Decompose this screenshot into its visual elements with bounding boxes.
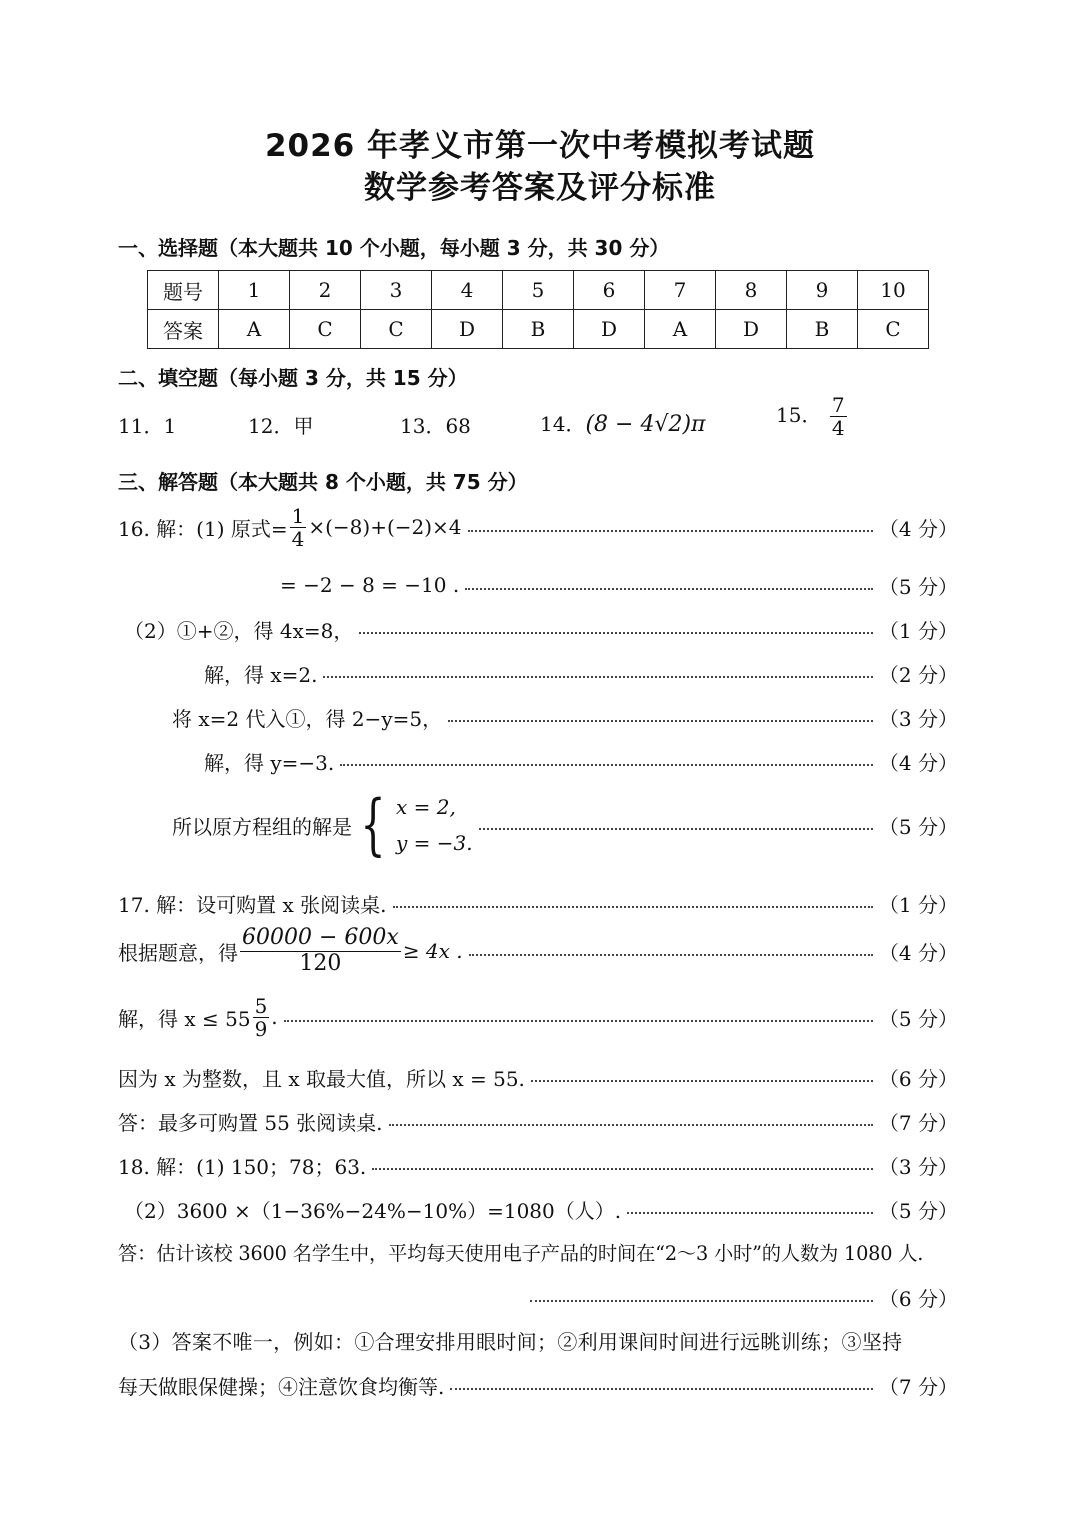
table-header-cell: 答案 bbox=[148, 310, 219, 349]
q17-l3-rest: . bbox=[271, 1005, 278, 1029]
q17-l2-prefix: 根据题意，得 bbox=[118, 940, 238, 965]
dotted-leader bbox=[479, 828, 873, 830]
equation-line: y = −3. bbox=[396, 831, 473, 855]
dotted-leader bbox=[284, 1020, 873, 1022]
dotted-leader bbox=[531, 1080, 873, 1082]
table-cell: B bbox=[503, 310, 574, 349]
table-cell: 6 bbox=[574, 271, 645, 310]
fraction-denominator: 4 bbox=[831, 416, 845, 440]
page-subtitle: 数学参考答案及评分标准 bbox=[364, 170, 716, 206]
fraction-numerator: 7 bbox=[831, 393, 845, 417]
answer-q11: 11．1 bbox=[118, 414, 177, 438]
table-cell: D bbox=[432, 310, 503, 349]
score-label: （7 分） bbox=[878, 1110, 958, 1135]
score-label: （5 分） bbox=[878, 1006, 958, 1031]
q17-line1 bbox=[118, 888, 958, 918]
table-cell: C bbox=[858, 310, 929, 349]
table-cell: 5 bbox=[503, 271, 574, 310]
table-cell: 1 bbox=[219, 271, 290, 310]
section-heading-choice: 一、选择题（本大题共 10 个小题，每小题 3 分，共 30 分） bbox=[118, 236, 670, 260]
table-row-answers bbox=[148, 310, 929, 349]
q17-l1-text: 17. 解：设可购置 x 张阅读桌. bbox=[118, 892, 387, 917]
dotted-leader bbox=[465, 588, 873, 590]
score-label: （4 分） bbox=[878, 940, 958, 965]
dotted-leader bbox=[448, 720, 873, 722]
q14-label: 14． bbox=[540, 412, 586, 436]
q18-line4 bbox=[118, 1282, 958, 1312]
dotted-leader bbox=[627, 1212, 873, 1214]
q16-fraction bbox=[290, 505, 307, 550]
q16-line6 bbox=[118, 746, 958, 776]
fraction-denominator: 9 bbox=[254, 1016, 268, 1041]
fraction-numerator: 1 bbox=[291, 503, 305, 528]
q17-l5-text: 答：最多可购置 55 张阅读桌. bbox=[118, 1110, 383, 1135]
equation-system bbox=[352, 786, 473, 863]
table-cell: C bbox=[361, 310, 432, 349]
table-cell: 3 bbox=[361, 271, 432, 310]
answer-q12: 12．甲 bbox=[248, 414, 314, 438]
q16-l6-text: 解，得 y=−3. bbox=[204, 750, 335, 775]
dotted-leader bbox=[469, 954, 873, 956]
q17-l4-text: 因为 x 为整数，且 x 取最大值，所以 x = 55. bbox=[118, 1066, 525, 1091]
dotted-leader bbox=[530, 1300, 873, 1302]
q14-expression: (8 − 4√2)π bbox=[585, 412, 706, 437]
q17-line4 bbox=[118, 1062, 958, 1092]
score-label: （7 分） bbox=[878, 1374, 958, 1399]
fraction-numerator: 60000 − 600x bbox=[242, 925, 399, 951]
q17-fraction bbox=[240, 926, 401, 975]
section-heading-solution: 三、解答题（本大题共 8 个小题，共 75 分） bbox=[118, 470, 528, 494]
dotted-leader bbox=[450, 1388, 873, 1390]
q16-line4 bbox=[118, 658, 958, 688]
q18-line6 bbox=[118, 1370, 958, 1400]
q18-l6-text: 每天做眼保健操；④注意饮食均衡等. bbox=[118, 1374, 445, 1399]
answer-q15 bbox=[776, 394, 849, 439]
q18-l2-text: （2）3600 ×（1−36%−24%−10%）=1080（人）. bbox=[124, 1198, 622, 1223]
q17-line3 bbox=[118, 988, 958, 1046]
q16-line5 bbox=[118, 702, 958, 732]
score-label: （1 分） bbox=[878, 618, 958, 643]
dotted-leader bbox=[340, 764, 873, 766]
table-cell: A bbox=[219, 310, 290, 349]
score-label: （3 分） bbox=[878, 706, 958, 731]
table-cell: D bbox=[716, 310, 787, 349]
q18-line3: 答：估计该校 3600 名学生中，平均每天使用电子产品的时间在“2～3 小时”的人数为 1080 人. bbox=[118, 1242, 924, 1265]
q18-line5: （3）答案不唯一，例如：①合理安排用眼时间；②利用课间时间进行远眺训练；③坚持 bbox=[118, 1330, 903, 1354]
q16-line7 bbox=[118, 788, 958, 862]
score-label: （2 分） bbox=[878, 662, 958, 687]
score-label: （5 分） bbox=[878, 574, 958, 599]
table-cell: 10 bbox=[858, 271, 929, 310]
q15-label: 15． bbox=[776, 403, 822, 427]
score-label: （3 分） bbox=[878, 1154, 958, 1179]
table-cell: 9 bbox=[787, 271, 858, 310]
table-cell: 4 bbox=[432, 271, 503, 310]
score-label: （5 分） bbox=[878, 814, 958, 839]
fraction-numerator: 5 bbox=[254, 993, 268, 1018]
score-label: （6 分） bbox=[878, 1066, 958, 1091]
table-cell: 7 bbox=[645, 271, 716, 310]
dotted-leader bbox=[372, 1168, 873, 1170]
section-heading-fill: 二、填空题（每小题 3 分，共 15 分） bbox=[118, 366, 468, 390]
q16-l3-text: （2）①+②，得 4x=8， bbox=[124, 618, 354, 643]
dotted-leader bbox=[359, 632, 873, 634]
q16-line3 bbox=[118, 614, 958, 644]
table-header-cell: 题号 bbox=[148, 271, 219, 310]
q16-line2 bbox=[118, 570, 958, 600]
brace-symbol: { bbox=[360, 786, 386, 863]
q16-line1 bbox=[118, 502, 958, 552]
fraction-denominator: 120 bbox=[299, 950, 342, 976]
q17-fraction-2 bbox=[253, 995, 270, 1040]
q16-l1-rest: ×(−8)+(−2)×4 bbox=[308, 515, 462, 539]
q16-l2-text: = −2 − 8 = −10 . bbox=[280, 573, 460, 597]
table-cell: A bbox=[645, 310, 716, 349]
q17-l2-rest: ≥ 4x . bbox=[402, 939, 463, 963]
table-cell: C bbox=[290, 310, 361, 349]
q16-l1-prefix: 16. 解：(1) 原式= bbox=[118, 516, 288, 541]
q17-line5 bbox=[118, 1106, 958, 1136]
q17-l3-prefix: 解，得 x ≤ 55 bbox=[118, 1006, 251, 1031]
dotted-leader bbox=[323, 676, 872, 678]
q15-fraction bbox=[830, 394, 847, 439]
dotted-leader bbox=[389, 1124, 873, 1126]
fraction-denominator: 4 bbox=[291, 526, 305, 551]
q16-l5-text: 将 x=2 代入①，得 2−y=5， bbox=[172, 706, 443, 731]
q16-l4-text: 解，得 x=2. bbox=[204, 662, 318, 687]
score-label: （4 分） bbox=[878, 750, 958, 775]
table-cell: 2 bbox=[290, 271, 361, 310]
q16-l7-prefix: 所以原方程组的解是 bbox=[172, 814, 352, 839]
q17-line2 bbox=[118, 920, 958, 982]
page-title: 2026 年孝义市第一次中考模拟考试题 bbox=[264, 128, 816, 164]
dotted-leader bbox=[468, 530, 873, 532]
score-label: （6 分） bbox=[878, 1286, 958, 1311]
table-row-numbers bbox=[148, 271, 929, 310]
table-cell: B bbox=[787, 310, 858, 349]
score-label: （5 分） bbox=[878, 1198, 958, 1223]
table-cell: 8 bbox=[716, 271, 787, 310]
equation-line: x = 2, bbox=[396, 795, 456, 819]
score-label: （4 分） bbox=[878, 516, 958, 541]
table-cell: D bbox=[574, 310, 645, 349]
dotted-leader bbox=[393, 906, 873, 908]
answer-table bbox=[147, 270, 929, 349]
q18-line1 bbox=[118, 1150, 958, 1180]
q18-line2 bbox=[118, 1194, 958, 1224]
score-label: （1 分） bbox=[878, 892, 958, 917]
answer-q14 bbox=[540, 408, 706, 437]
q18-l1-text: 18. 解：(1) 150；78；63. bbox=[118, 1154, 367, 1179]
answer-q13: 13．68 bbox=[400, 414, 471, 438]
